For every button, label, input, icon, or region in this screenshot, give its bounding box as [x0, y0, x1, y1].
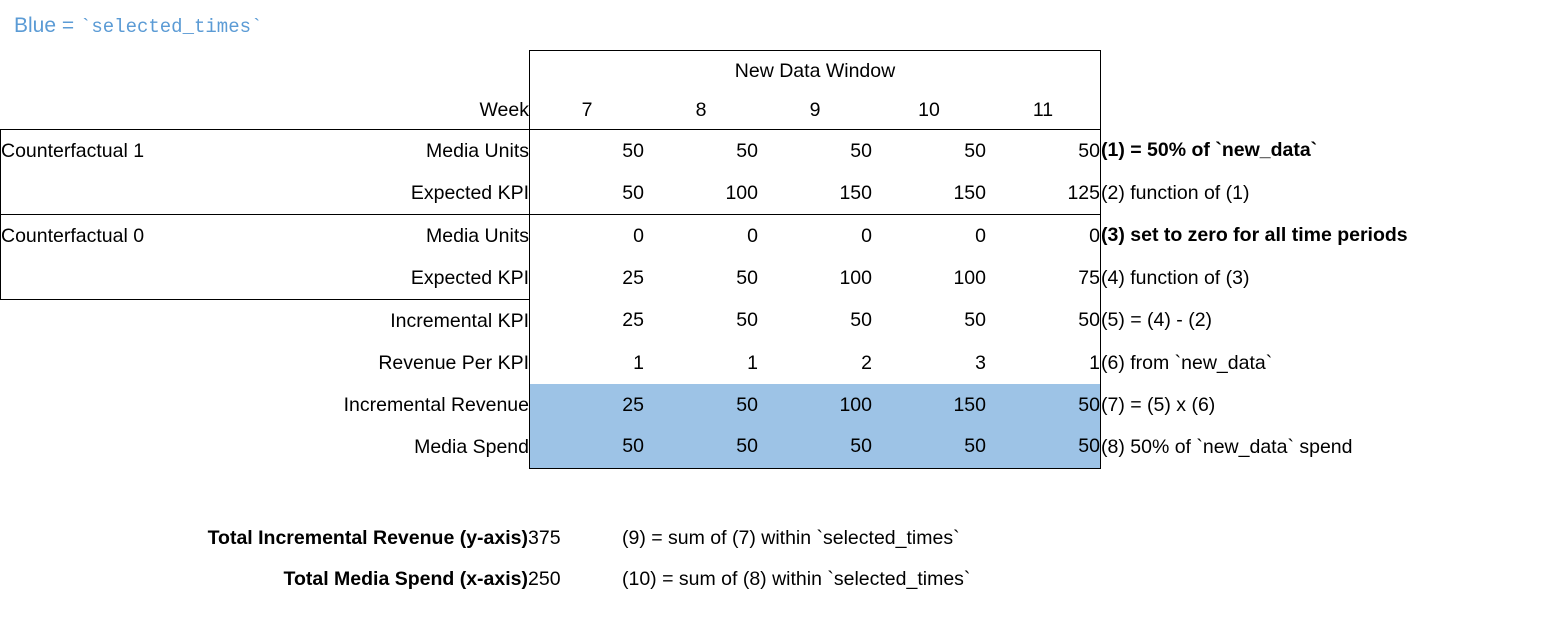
- cell-value-selected: 50: [530, 426, 645, 468]
- row-note: (3) set to zero for all time periods: [1101, 224, 1408, 247]
- week-header-3: 10: [872, 91, 986, 130]
- legend-prefix: Blue =: [14, 14, 80, 37]
- cell-value-selected: 50: [758, 426, 872, 468]
- totals-table: [0, 518, 970, 600]
- totals-section: [0, 518, 970, 600]
- cell-value: 50: [850, 309, 872, 332]
- row-note: (5) = (4) - (2): [1101, 309, 1213, 332]
- spacer-cell: [1, 51, 242, 92]
- spacer-cell: [1, 384, 242, 426]
- cell-value: 50: [530, 172, 645, 215]
- week-row-label: Week: [479, 98, 529, 121]
- cell-value-selected: 50: [986, 426, 1101, 468]
- row-note: (4) function of (3): [1101, 266, 1250, 289]
- cell-value: 50: [872, 130, 986, 173]
- cell-value: 50: [758, 130, 872, 173]
- cell-value: 75: [986, 257, 1101, 300]
- cell-value-selected: 150: [872, 384, 986, 426]
- cell-value: 50: [986, 300, 1101, 343]
- cell-value-selected: 50: [986, 384, 1101, 426]
- table-row: [1, 215, 1409, 258]
- spacer-cell: [1, 426, 242, 468]
- totals-row: [0, 518, 970, 559]
- cell-value: 50: [964, 309, 986, 332]
- cell-value-selected: 100: [758, 384, 872, 426]
- row-label-media-units: Media Units: [241, 130, 530, 173]
- spacer-cell: [1101, 91, 1409, 130]
- spacer-cell: [1, 300, 242, 343]
- cell-value: 100: [725, 181, 758, 204]
- table-row: [1, 172, 1409, 215]
- cell-value: 0: [530, 215, 645, 258]
- spacer-cell: [1, 257, 242, 300]
- cell-value: 50: [736, 309, 758, 332]
- cell-value: 1: [747, 351, 758, 374]
- table-row: [1, 426, 1409, 468]
- cell-value: 25: [530, 257, 645, 300]
- cell-value: 150: [953, 181, 986, 204]
- table-row: [1, 342, 1409, 384]
- week-header-4: 11: [986, 91, 1101, 130]
- spacer-cell: [1, 342, 242, 384]
- total-media-spend-note: (10) = sum of (8) within `selected_times`: [622, 568, 971, 590]
- total-media-spend-label: Total Media Spend (x-axis): [283, 568, 528, 590]
- table-header-row: [1, 51, 1409, 92]
- row-note: (7) = (5) x (6): [1101, 393, 1216, 416]
- counterfactual-table: [0, 50, 1409, 469]
- cell-value: 0: [872, 215, 986, 258]
- cell-value-selected: 25: [530, 384, 645, 426]
- cell-value: 50: [986, 130, 1101, 173]
- cell-value: 0: [644, 215, 758, 258]
- group-label-counterfactual-1: Counterfactual 1: [1, 130, 242, 173]
- week-header-1: 8: [644, 91, 758, 130]
- cell-value: 50: [736, 266, 758, 289]
- cell-value: 125: [986, 172, 1101, 215]
- week-header-0: 7: [530, 91, 645, 130]
- week-header-2: 9: [758, 91, 872, 130]
- cell-value: 2: [861, 351, 872, 374]
- cell-value: 25: [530, 300, 645, 343]
- spacer-cell: [1, 91, 242, 130]
- cell-value: 3: [975, 351, 986, 374]
- cell-value-selected: 50: [644, 426, 758, 468]
- row-note: (2) function of (1): [1101, 181, 1250, 204]
- cell-value: 50: [644, 130, 758, 173]
- table-row: [1, 130, 1409, 173]
- row-label-expected-kpi: Expected KPI: [241, 257, 530, 300]
- table-row: [1, 257, 1409, 300]
- total-incremental-revenue-label: Total Incremental Revenue (y-axis): [207, 527, 528, 549]
- row-label-revenue-per-kpi: Revenue Per KPI: [378, 351, 529, 374]
- total-media-spend-value: 250: [528, 568, 561, 590]
- table-week-row: [1, 91, 1409, 130]
- cell-value: 100: [839, 266, 872, 289]
- group-label-counterfactual-0: Counterfactual 0: [1, 215, 242, 258]
- legend-code: `selected_times`: [79, 16, 263, 38]
- row-label-media-spend: Media Spend: [414, 435, 529, 458]
- table-row: [1, 384, 1409, 426]
- cell-value-selected: 50: [872, 426, 986, 468]
- row-label-incremental-revenue: Incremental Revenue: [343, 393, 529, 416]
- cell-value: 100: [953, 266, 986, 289]
- total-incremental-revenue-note: (9) = sum of (7) within `selected_times`: [622, 527, 960, 549]
- row-label-media-units: Media Units: [241, 215, 530, 258]
- spacer-cell: [1, 172, 242, 215]
- legend: [14, 14, 262, 38]
- cell-value: 50: [530, 130, 645, 173]
- totals-row: [0, 559, 970, 600]
- row-note: (6) from `new_data`: [1101, 351, 1273, 374]
- row-note: (1) = 50% of `new_data`: [1101, 139, 1318, 162]
- cell-value: 1: [530, 342, 645, 384]
- spacer-cell: [1101, 51, 1409, 92]
- row-label-expected-kpi: Expected KPI: [410, 181, 529, 204]
- row-label-incremental-kpi: Incremental KPI: [390, 309, 529, 332]
- spacer-cell: [241, 51, 530, 92]
- cell-value: 1: [986, 342, 1101, 384]
- cell-value: 0: [758, 215, 872, 258]
- group-header-new-data-window: New Data Window: [530, 51, 1101, 92]
- table-row: [1, 300, 1409, 343]
- total-incremental-revenue-value: 375: [528, 527, 561, 549]
- cell-value: 0: [986, 215, 1101, 258]
- row-note: (8) 50% of `new_data` spend: [1101, 435, 1353, 458]
- cell-value-selected: 50: [644, 384, 758, 426]
- cell-value: 150: [839, 181, 872, 204]
